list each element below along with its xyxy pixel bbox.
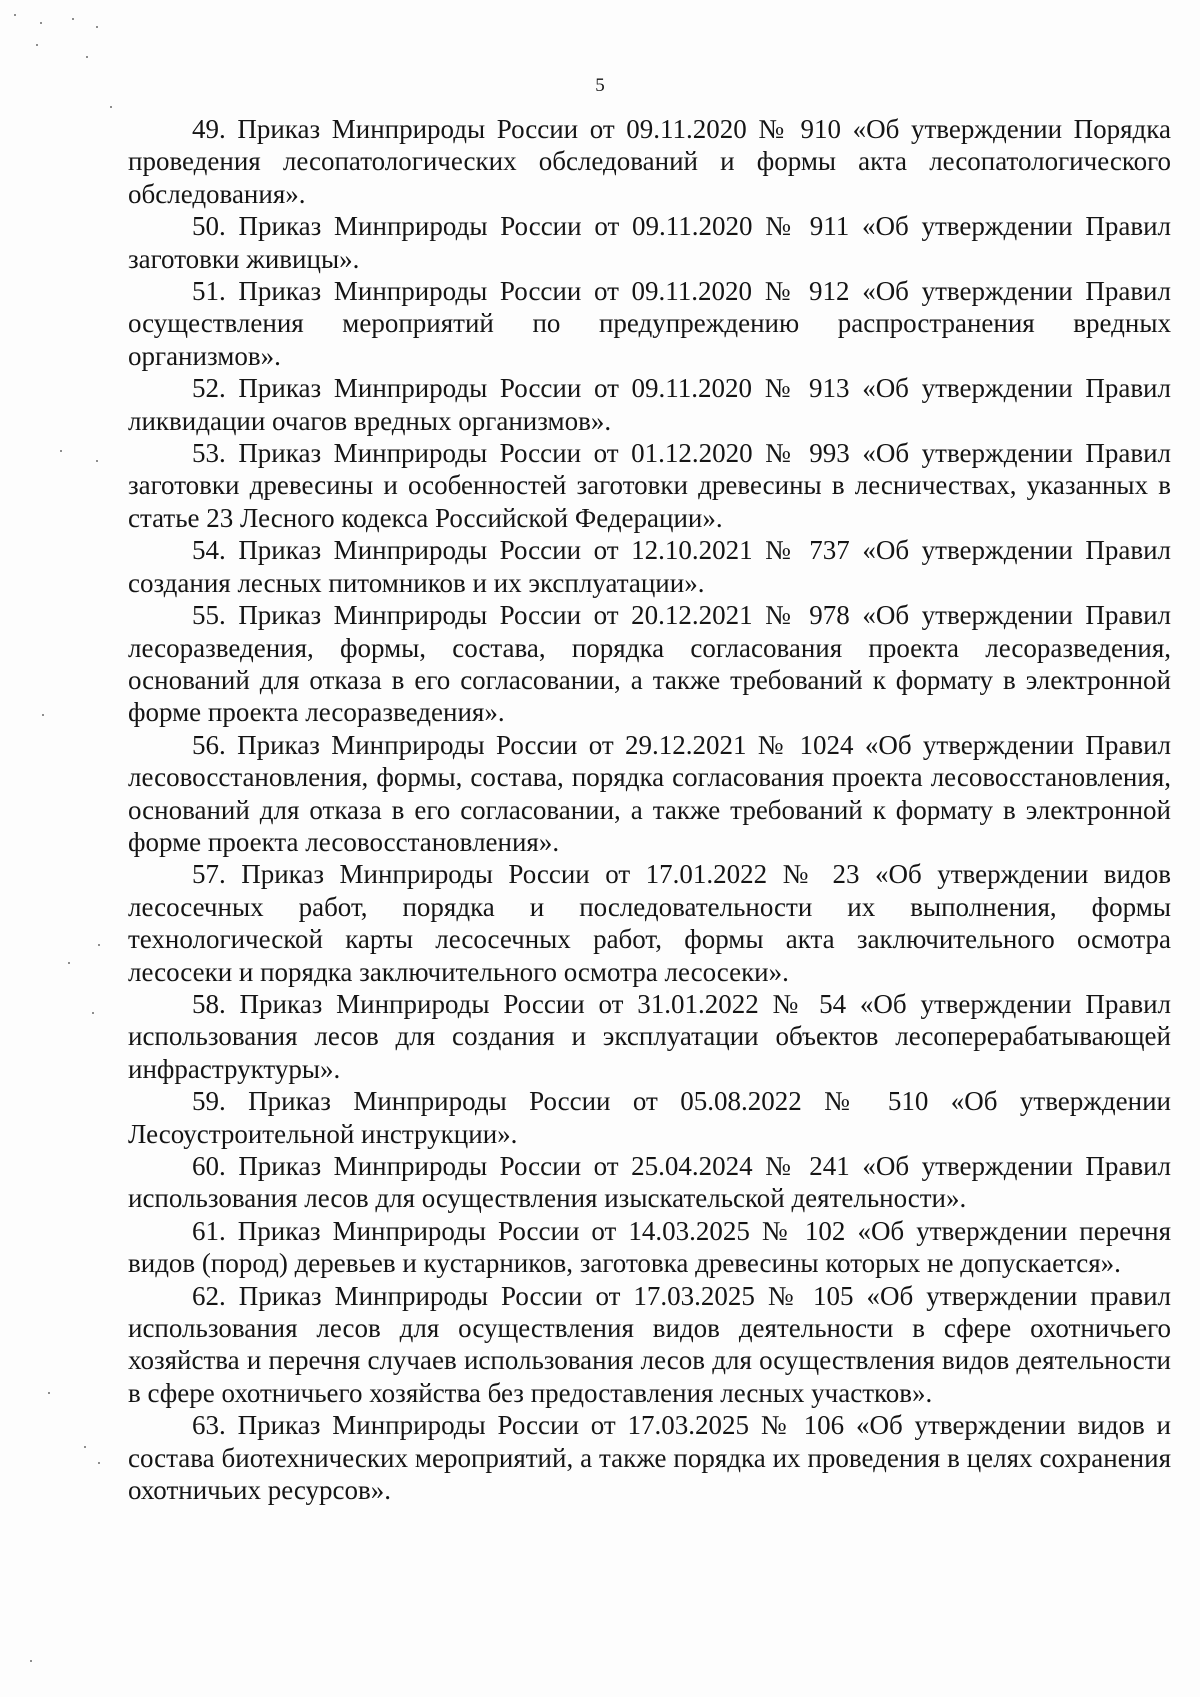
scan-artifact <box>14 14 16 16</box>
scan-artifact <box>96 460 98 462</box>
list-item: 63. Приказ Минприроды России от 17.03.2025 № 106 «Об утверждении видов и состава биотехнических мероприятий, а также порядка их проведения в целях сохранения охотничьих ресурсов». <box>128 1410 1171 1506</box>
scan-artifact <box>68 962 70 964</box>
scan-artifact <box>92 1012 94 1014</box>
list-item: 54. Приказ Минприроды России от 12.10.2021 № 737 «Об утверждении Правил создания лесных питомников и их эксплуатации». <box>128 535 1171 598</box>
list-item: 60. Приказ Минприроды России от 25.04.2024 № 241 «Об утверждении Правил использования лесов для осуществления изыскательской деятельности». <box>128 1151 1171 1214</box>
scan-artifact <box>98 1462 100 1464</box>
page-number: 5 <box>595 75 605 96</box>
list-item: 51. Приказ Минприроды России от 09.11.2020 № 912 «Об утверждении Правил осуществления мероприятий по предупреждению распространения вредных организмов». <box>128 276 1171 371</box>
list-item: 53. Приказ Минприроды России от 01.12.2020 № 993 «Об утверждении Правил заготовки древесины и особенностей заготовки древесины в лесничествах, указанных в статье 23 Лесного кодекса Российской Федерации». <box>128 438 1171 533</box>
scan-artifact <box>30 1660 32 1662</box>
regulation-list <box>128 113 1171 1506</box>
scan-artifact <box>72 18 74 20</box>
list-item: 50. Приказ Минприроды России от 09.11.2020 № 911 «Об утверждении Правил заготовки живицы». <box>128 211 1171 274</box>
list-item: 49. Приказ Минприроды России от 09.11.2020 № 910 «Об утверждении Порядка проведения лесопатологических обследований и формы акта лесопатологического обследования». <box>128 114 1171 209</box>
list-item: 52. Приказ Минприроды России от 09.11.2020 № 913 «Об утверждении Правил ликвидации очагов вредных организмов». <box>128 373 1171 436</box>
list-item: 56. Приказ Минприроды России от 29.12.2021 № 1024 «Об утверждении Правил лесовосстановления, формы, состава, порядка согласования проекта лесовосстановления, оснований для отказа в его согласовании, а также требований к формату в электронной форме проекта лесовосстановления». <box>128 729 1171 857</box>
scan-artifact <box>84 1446 86 1448</box>
list-item: 55. Приказ Минприроды России от 20.12.2021 № 978 «Об утверждении Правил лесоразведения, формы, состава, порядка согласования проекта лесоразведения, оснований для отказа в его согласовании, а также требований к формату в электронной форме проекта лесоразведения». <box>128 600 1171 728</box>
scan-artifact <box>42 714 44 716</box>
scan-artifact <box>36 44 38 46</box>
scan-artifact <box>60 450 62 452</box>
scan-artifact <box>48 1392 50 1394</box>
list-item: 58. Приказ Минприроды России от 31.01.2022 № 54 «Об утверждении Правил использования лесов для создания и эксплуатации объектов лесоперерабатывающей инфраструктуры». <box>128 988 1171 1084</box>
list-item: 61. Приказ Минприроды России от 14.03.2025 № 102 «Об утверждении перечня видов (пород) деревьев и кустарников, заготовка древесины которых не допускается». <box>128 1215 1171 1279</box>
scan-artifact <box>98 944 100 946</box>
scan-artifact <box>110 106 112 108</box>
list-item: 59. Приказ Минприроды России от 05.08.2022 № 510 «Об утверждении Лесоустроительной инструкции». <box>128 1086 1171 1149</box>
scan-artifact <box>40 22 42 24</box>
scan-artifact <box>96 26 98 28</box>
scan-artifact <box>86 56 88 58</box>
list-item: 57. Приказ Минприроды России от 17.01.2022 № 23 «Об утверждении видов лесосечных работ, порядка и последовательности их выполнения, формы технологической карты лесосечных работ, формы акта заключительного осмотра лесосеки и порядка заключительного осмотра лесосеки». <box>128 859 1171 987</box>
list-item: 62. Приказ Минприроды России от 17.03.2025 № 105 «Об утверждении правил использования лесов для осуществления видов деятельности в сфере охотничьего хозяйства и перечня случаев использования лесов для осуществления видов деятельности в сфере охотничьего хозяйства без предоставления лесных участков». <box>128 1280 1171 1408</box>
